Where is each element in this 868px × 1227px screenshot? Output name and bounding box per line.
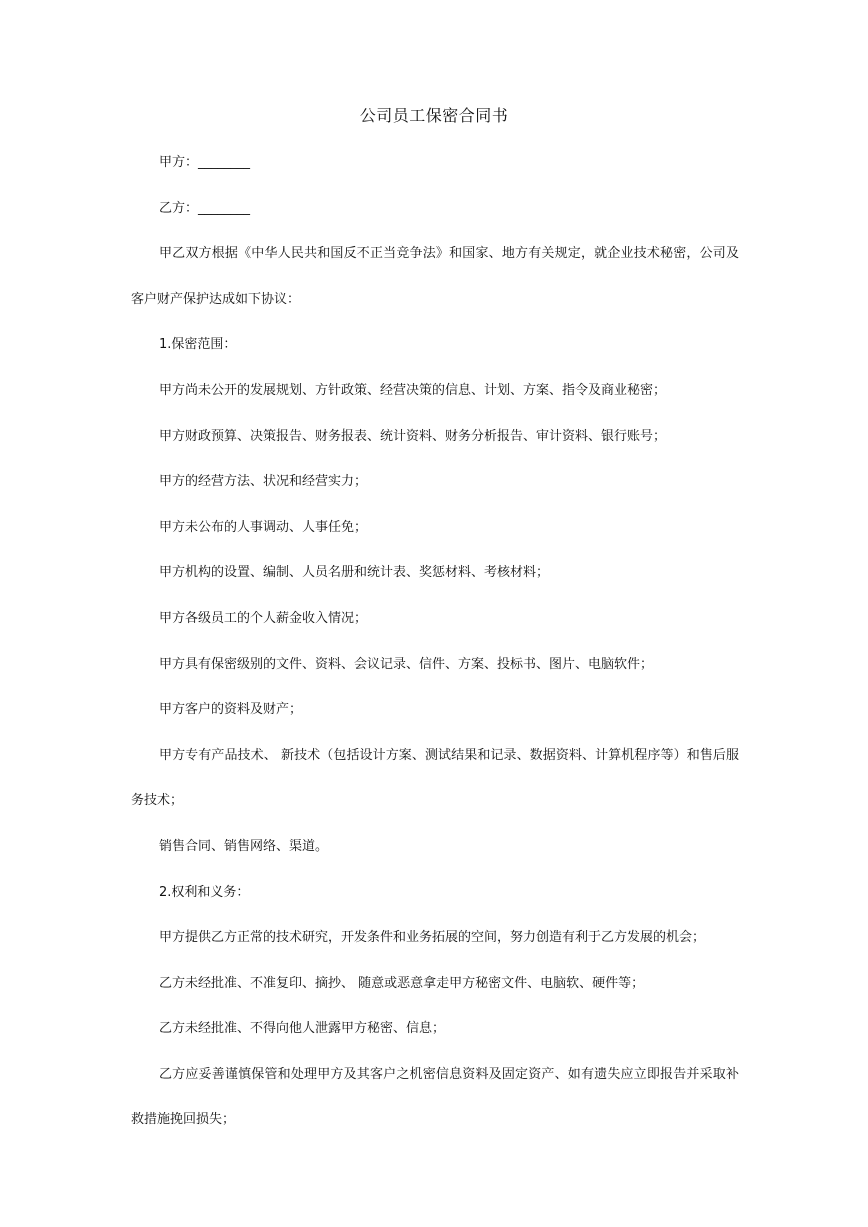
section-heading-confidential-scope: 1.保密范围：: [159, 337, 237, 353]
document-body: [131, 140, 739, 1143]
obligation-item: 乙方未经批准、不准复印、摘抄、 随意或恶意拿走甲方秘密文件、电脑软、硬件等；: [159, 975, 645, 991]
party-b-line: 乙方：________: [159, 200, 251, 216]
scope-item: 甲方财政预算、决策报告、财务报表、统计资料、财务分析报告、审计资料、银行账号；: [159, 428, 667, 444]
scope-item: 甲方机构的设置、编制、人员名册和统计表、奖惩材料、考核材料；: [159, 565, 550, 581]
scope-item: 甲方客户的资料及财产；: [159, 702, 303, 718]
scope-item: 甲方专有产品技术、 新技术（包括设计方案、测试结果和记录、数据资料、计算机程序等）和售后服务技术；: [131, 747, 739, 809]
scope-item: 甲方未公布的人事调动、人事任免；: [159, 519, 368, 535]
scope-item: 甲方尚未公开的发展规划、方针政策、经营决策的信息、计划、方案、指令及商业秘密；: [159, 382, 667, 398]
obligation-item: 甲方提供乙方正常的技术研究，开发条件和业务拓展的空间，努力创造有利于乙方发展的机会；: [159, 930, 706, 946]
scope-item: 甲方具有保密级别的文件、资料、会议记录、信件、方案、投标书、图片、电脑软件；: [159, 656, 654, 672]
scope-item: 甲方各级员工的个人薪金收入情况；: [159, 610, 368, 626]
document-title: 公司员工保密合同书: [359, 106, 509, 125]
section-heading-rights-obligations: 2.权利和义务：: [159, 884, 250, 900]
obligation-item: 乙方未经批准、不得向他人泄露甲方秘密、信息；: [159, 1021, 446, 1037]
party-a-line: 甲方：________: [159, 155, 251, 170]
scope-item: 销售合同、销售网络、渠道。: [159, 838, 329, 854]
scope-item: 甲方的经营方法、状况和经营实力；: [159, 474, 368, 490]
agreement-intro: 甲乙双方根据《中华人民共和国反不正当竞争法》和国家、地方有关规定，就企业技术秘密，公司及客户财产保护达成如下协议：: [131, 246, 739, 307]
obligation-item: 乙方应妥善谨慎保管和处理甲方及其客户之机密信息资料及固定资产、如有遗失应立即报告并采取补救措施挽回损失；: [131, 1066, 739, 1128]
